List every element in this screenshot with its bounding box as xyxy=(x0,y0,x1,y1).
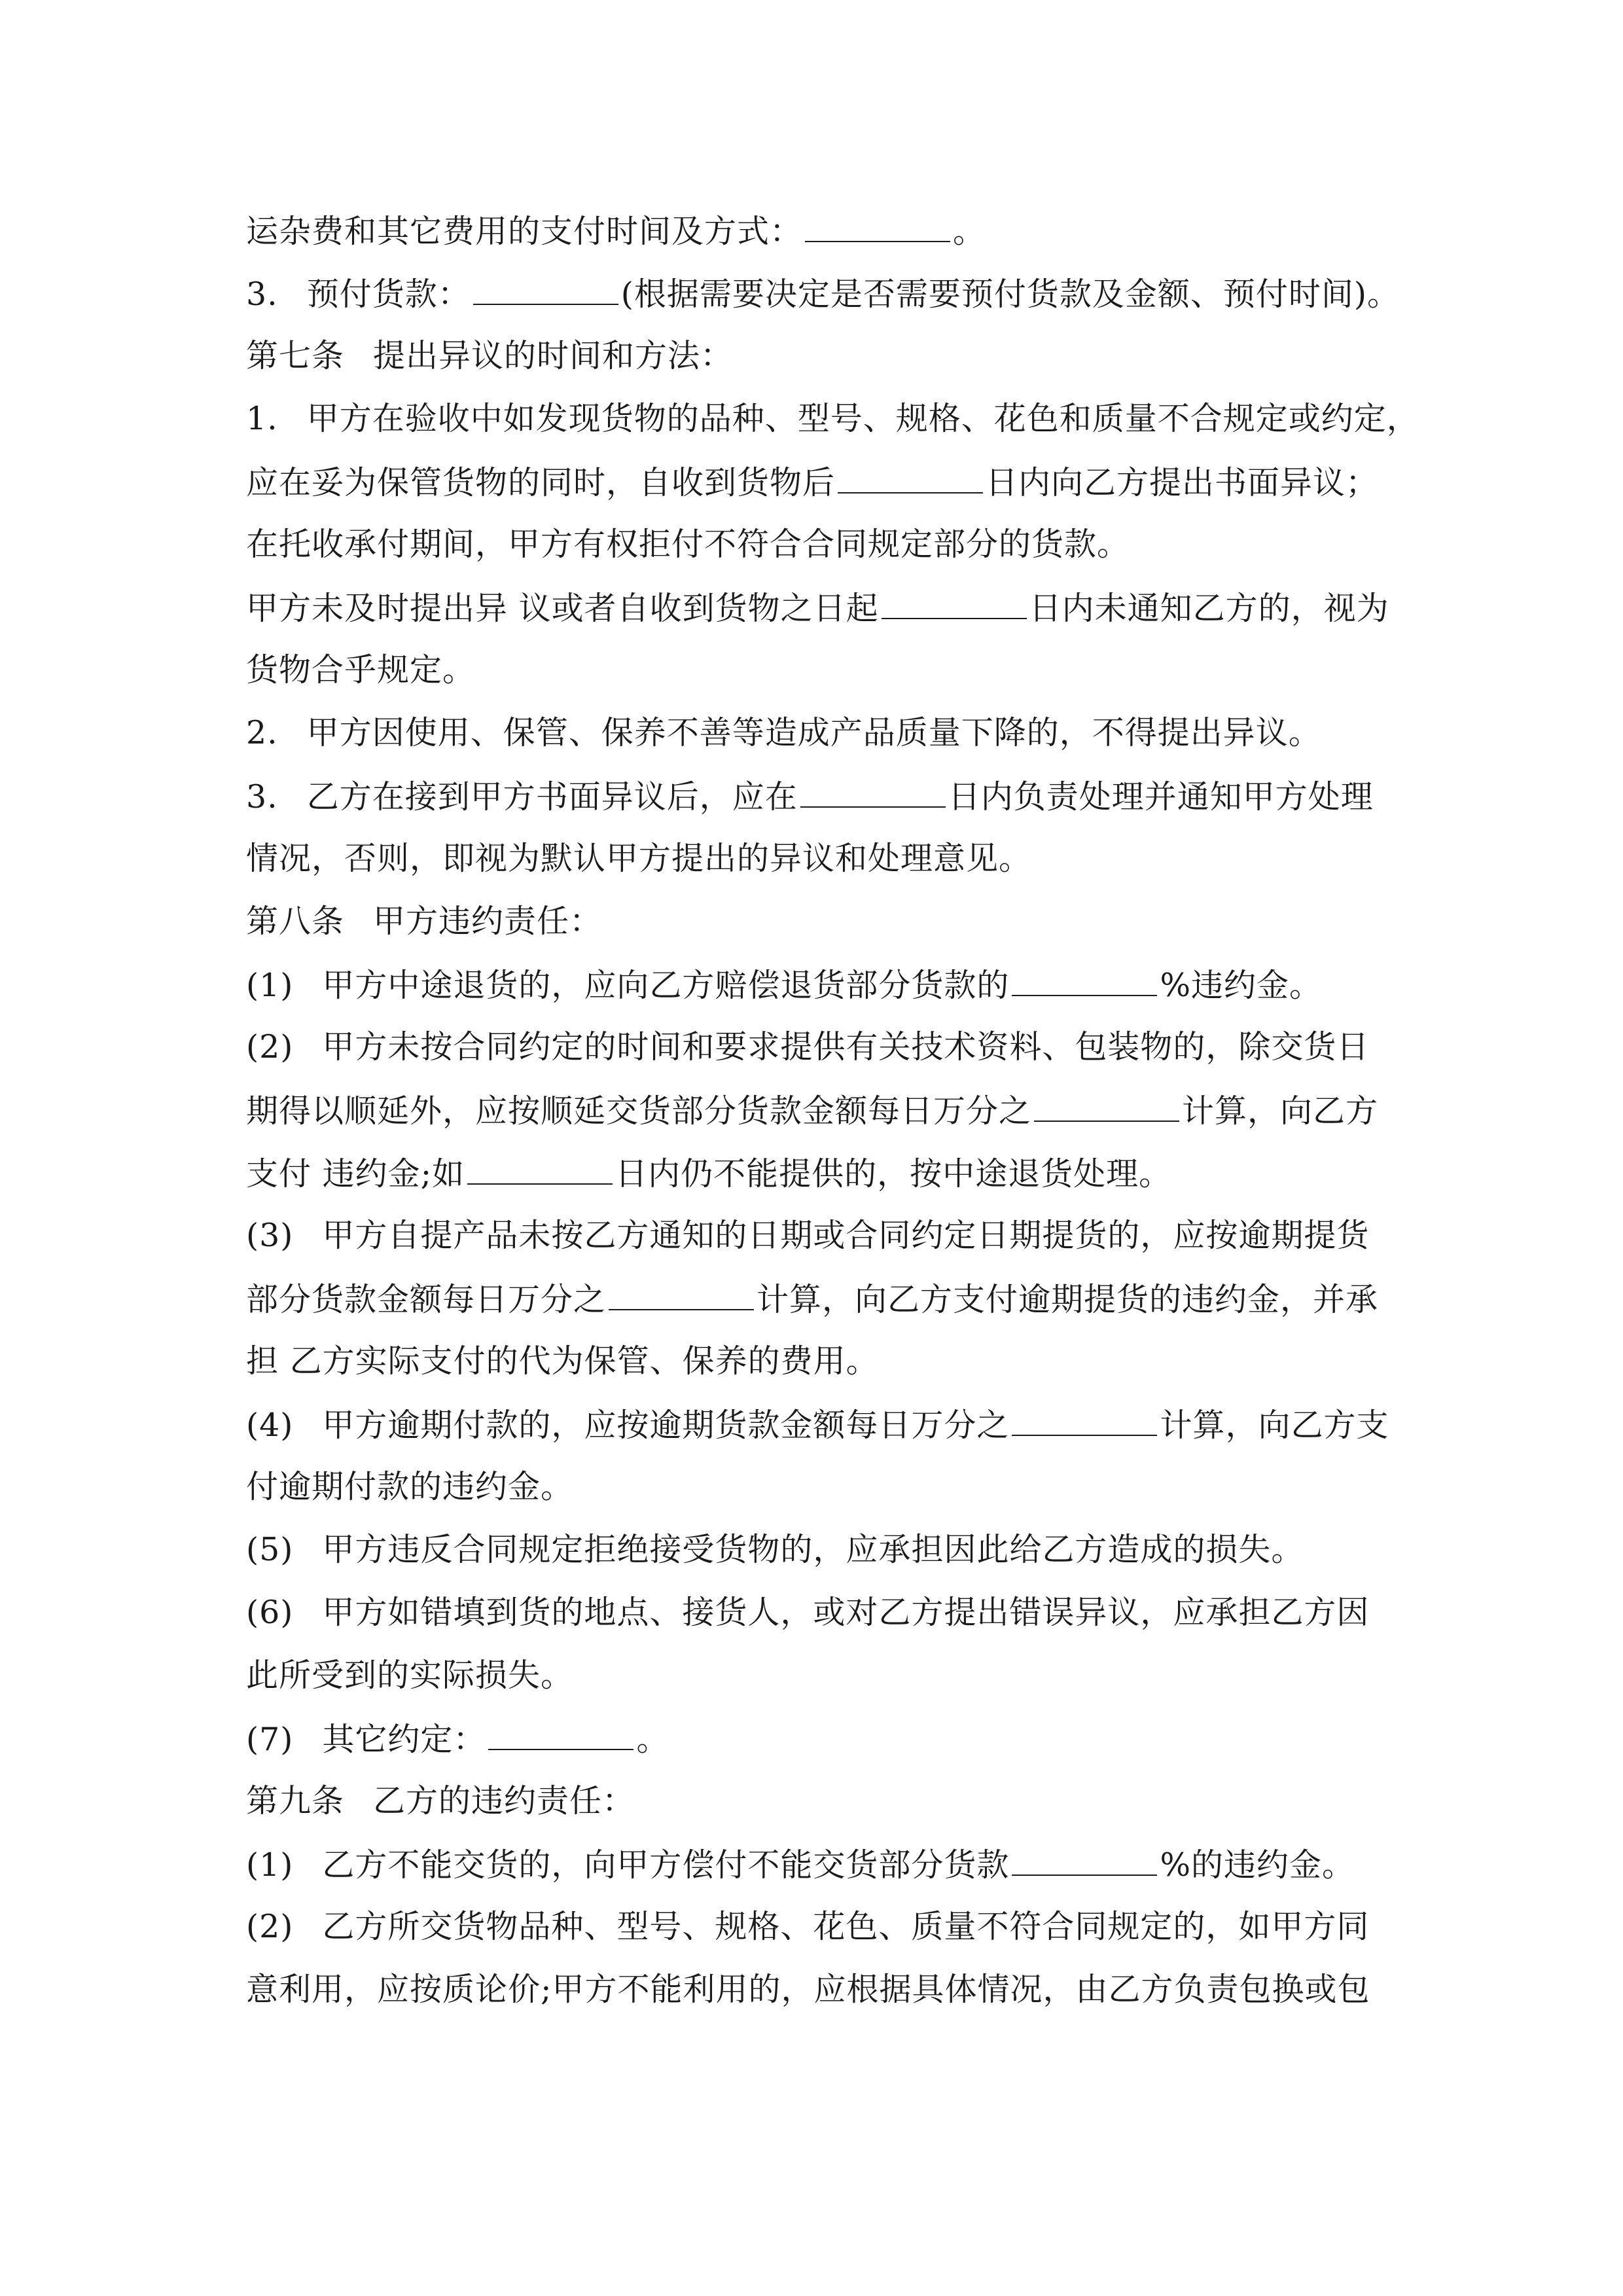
fill-blank xyxy=(473,274,618,305)
text-line: (7) 其它约定： 。 xyxy=(246,1719,669,1759)
text-line: (2) 乙方所交货物品种、型号、规格、花色、质量不符合同规定的，如甲方同 xyxy=(246,1908,1370,1945)
text-line: 意利用，应按质论价;甲方不能利用的，应根据具体情况，由乙方负责包换或包 xyxy=(246,1971,1370,2008)
text-line: 付逾期付款的违约金。 xyxy=(246,1468,574,1505)
text-line: 情况，否则，即视为默认甲方提出的异议和处理意见。 xyxy=(246,840,1032,877)
fill-blank xyxy=(467,1153,613,1185)
fill-blank xyxy=(1012,965,1157,996)
text-line: (6) 甲方如错填到货的地点、接货人，或对乙方提出错误异议，应承担乙方因 xyxy=(246,1594,1370,1631)
text-line: 货物合乎规定。 xyxy=(246,651,476,689)
fill-blank xyxy=(609,1279,754,1310)
text-line: 1. 甲方在验收中如发现货物的品种、型号、规格、花色和质量不合规定或约定， xyxy=(246,400,1419,437)
fill-blank xyxy=(800,776,946,808)
fill-blank xyxy=(1034,1090,1179,1122)
text-line: 此所受到的实际损失。 xyxy=(246,1657,574,1694)
text-line: 2. 甲方因使用、保管、保养不善等造成产品质量下降的，不得提出异议。 xyxy=(246,714,1321,751)
fill-blank xyxy=(882,588,1027,619)
text-line: (5) 甲方违反合同规定拒绝接受货物的，应承担因此给乙方造成的损失。 xyxy=(246,1531,1304,1568)
fill-blank xyxy=(838,462,983,493)
text-line: (2) 甲方未按合同约定的时间和要求提供有关技术资料、包装物的，除交货日 xyxy=(246,1028,1370,1066)
clause-heading: 第九条 乙方的违约责任： xyxy=(246,1782,635,1820)
text-line: 甲方未及时提出异 议或者自收到货物之日起 日内未通知乙方的，视为 xyxy=(246,588,1389,628)
text-line: 3. 乙方在接到甲方书面异议后，应在 日内负责处理并通知甲方处理 xyxy=(246,776,1374,817)
text-line: 应在妥为保管货物的同时，自收到货物后 日内向乙方提出书面异议； xyxy=(246,462,1378,503)
text-line: (4) 甲方逾期付款的，应按逾期货款金额每日万分之 计算，向乙方支 xyxy=(246,1405,1389,1445)
text-line: 支付 违约金;如 日内仍不能提供的，按中途退货处理。 xyxy=(246,1153,1171,1194)
fill-blank xyxy=(805,211,950,242)
fill-blank xyxy=(1012,1844,1157,1876)
text-line: 在托收承付期间，甲方有权拒付不符合合同规定部分的货款。 xyxy=(246,526,1130,563)
text-line: 3. 预付货款： (根据需要决定是否需要预付货款及金额、预付时间)。 xyxy=(246,274,1400,314)
fill-blank xyxy=(1012,1405,1157,1436)
text-line: (1) 甲方中途退货的，应向乙方赔偿退货部分货款的 %违约金。 xyxy=(246,965,1322,1005)
fill-blank xyxy=(488,1719,633,1750)
clause-heading: 第八条 甲方违约责任： xyxy=(246,903,603,940)
text-line: 期得以顺延外，应按顺延交货部分货款金额每日万分之 计算，向乙方 xyxy=(246,1090,1378,1131)
text-line: 担 乙方实际支付的代为保管、保养的费用。 xyxy=(246,1342,879,1380)
text-line: (1) 乙方不能交货的，向甲方偿付不能交货部分货款 %的违约金。 xyxy=(246,1844,1355,1885)
text-line: (3) 甲方自提产品未按乙方通知的日期或合同约定日期提货的，应按逾期提货 xyxy=(246,1217,1370,1254)
text-line: 运杂费和其它费用的支付时间及方式： 。 xyxy=(246,211,986,251)
text-line: 部分货款金额每日万分之 计算，向乙方支付逾期提货的违约金，并承 xyxy=(246,1279,1378,1319)
clause-heading: 第七条 提出异议的时间和方法： xyxy=(246,337,734,374)
